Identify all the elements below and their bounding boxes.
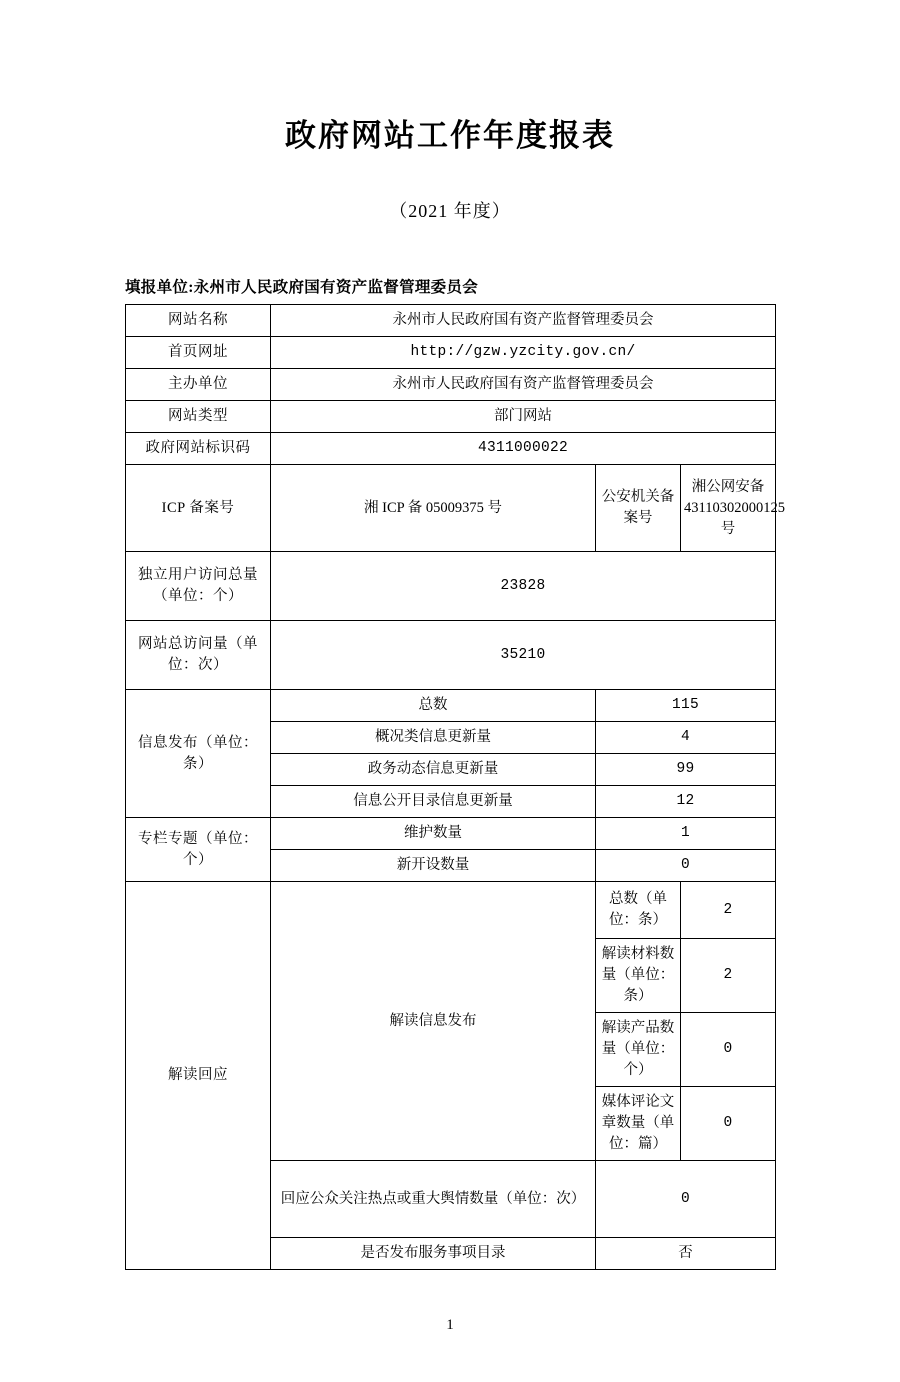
- table-row: [126, 882, 776, 939]
- info-publish-label: 信息发布（单位：条）: [126, 690, 271, 818]
- table-row: [126, 818, 776, 850]
- page-number: 1: [446, 1317, 454, 1333]
- public-response-value: 0: [596, 1161, 776, 1238]
- public-response-label: 回应公众关注热点或重大舆情数量（单位：次）: [271, 1161, 596, 1238]
- site-type-label: 网站类型: [126, 401, 271, 433]
- unique-visitors-label: 独立用户访问总量（单位：个）: [126, 552, 271, 621]
- table-row: [126, 433, 776, 465]
- info-total-value: 115: [596, 690, 776, 722]
- info-catalog-value: 12: [596, 786, 776, 818]
- table-row: [126, 369, 776, 401]
- site-code-label: 政府网站标识码: [126, 433, 271, 465]
- special-maintain-label: 维护数量: [271, 818, 596, 850]
- table-row: [126, 465, 776, 552]
- media-comment-value: 0: [681, 1087, 776, 1161]
- site-name-value: 永州市人民政府国有资产监督管理委员会: [271, 305, 776, 337]
- info-catalog-label: 信息公开目录信息更新量: [271, 786, 596, 818]
- special-new-value: 0: [596, 850, 776, 882]
- police-record-value: 湘公网安备 43110302000125 号: [681, 465, 776, 552]
- icp-label: ICP 备案号: [126, 465, 271, 552]
- unique-visitors-value: 23828: [271, 552, 776, 621]
- interpretation-total-label: 总数（单位：条）: [596, 882, 681, 939]
- info-overview-label: 概况类信息更新量: [271, 722, 596, 754]
- special-topic-label: 专栏专题（单位：个）: [126, 818, 271, 882]
- homepage-label: 首页网址: [126, 337, 271, 369]
- total-visits-value: 35210: [271, 621, 776, 690]
- site-code-value: 4311000022: [271, 433, 776, 465]
- total-visits-label: 网站总访问量（单位：次）: [126, 621, 271, 690]
- icp-value: 湘 ICP 备 05009375 号: [271, 465, 596, 552]
- document-page: [0, 110, 900, 1382]
- table-row: [126, 690, 776, 722]
- table-row: [126, 337, 776, 369]
- service-catalog-value: 否: [596, 1238, 776, 1270]
- sponsor-value: 永州市人民政府国有资产监督管理委员会: [271, 369, 776, 401]
- info-overview-value: 4: [596, 722, 776, 754]
- special-new-label: 新开设数量: [271, 850, 596, 882]
- page-title: 政府网站工作年度报表: [285, 118, 615, 153]
- site-name-label: 网站名称: [126, 305, 271, 337]
- info-dynamic-value: 99: [596, 754, 776, 786]
- sponsor-label: 主办单位: [126, 369, 271, 401]
- annual-report-table: [125, 304, 785, 1270]
- special-maintain-value: 1: [596, 818, 776, 850]
- table-row: [126, 305, 776, 337]
- table-row: [126, 401, 776, 433]
- info-dynamic-label: 政务动态信息更新量: [271, 754, 596, 786]
- interpretation-publish-label: 解读信息发布: [271, 882, 596, 1161]
- info-total-label: 总数: [271, 690, 596, 722]
- interpretation-product-value: 0: [681, 1013, 776, 1087]
- police-record-label: 公安机关备案号: [596, 465, 681, 552]
- interpretation-total-value: 2: [681, 882, 776, 939]
- page-subtitle: （2021 年度）: [389, 201, 511, 221]
- filler-unit-label: 填报单位:永州市人民政府国有资产监督管理委员会: [125, 279, 479, 296]
- site-type-value: 部门网站: [271, 401, 776, 433]
- interpretation-product-label: 解读产品数量（单位：个）: [596, 1013, 681, 1087]
- media-comment-label: 媒体评论文章数量（单位：篇）: [596, 1087, 681, 1161]
- interpretation-material-value: 2: [681, 939, 776, 1013]
- homepage-value: http://gzw.yzcity.gov.cn/: [271, 337, 776, 369]
- interpretation-response-label: 解读回应: [126, 882, 271, 1270]
- table-row: [126, 552, 776, 621]
- table-row: [126, 621, 776, 690]
- interpretation-material-label: 解读材料数量（单位：条）: [596, 939, 681, 1013]
- service-catalog-label: 是否发布服务事项目录: [271, 1238, 596, 1270]
